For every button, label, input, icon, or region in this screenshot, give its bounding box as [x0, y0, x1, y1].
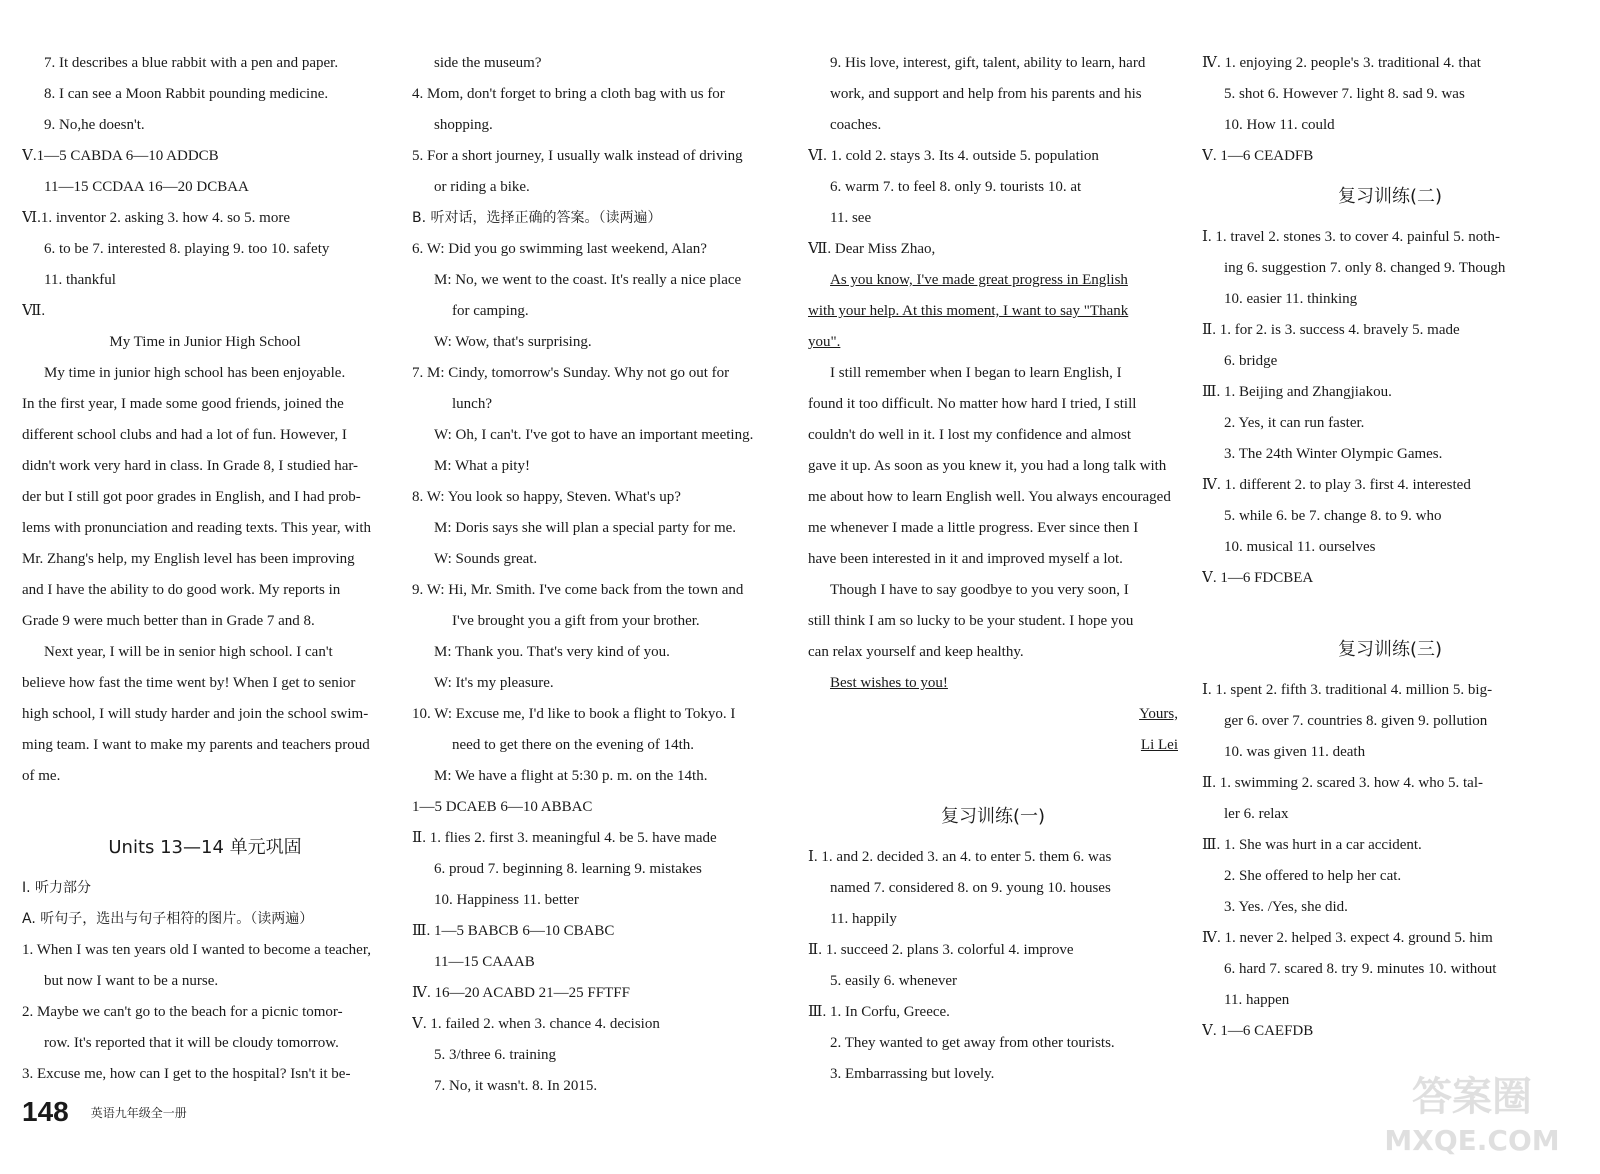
text-line: 11. thankful: [44, 272, 116, 288]
text-line: A. 听句子，选出与句子相符的图片。（读两遍）: [22, 911, 314, 927]
text-line: Ⅲ. 1. She was hurt in a car accident.: [1202, 837, 1422, 853]
text-line: 1—5 DCAEB 6—10 ABBAC: [412, 799, 593, 815]
watermark-logo: [1372, 1062, 1572, 1162]
text-line: 2. She offered to help her cat.: [1224, 868, 1402, 884]
text-line: 8. I can see a Moon Rabbit pounding medicine.: [44, 86, 329, 102]
text-line: believe how fast the time went by! When I get to senior: [22, 675, 356, 691]
text-line: 11—15 CCDAA 16—20 DCBAA: [44, 179, 249, 195]
text-line: In the first year, I made some good friends, joined the: [22, 396, 344, 412]
text-line: 10. Happiness 11. better: [434, 892, 579, 908]
text-line: Ⅰ. 1. spent 2. fifth 3. traditional 4. million 5. big-: [1202, 682, 1493, 698]
text-line: Best wishes to you!: [830, 675, 948, 691]
text-line: 7. It describes a blue rabbit with a pen and paper.: [44, 55, 339, 71]
text-line: Ⅱ. 1. succeed 2. plans 3. colorful 4. improve: [808, 942, 1074, 958]
text-line: 10. W: Excuse me, I'd like to book a flight to Tokyo. I: [412, 706, 736, 722]
text-line: 5. shot 6. However 7. light 8. sad 9. was: [1224, 86, 1465, 102]
text-line: M: What a pity!: [434, 458, 530, 474]
text-line: Ⅳ. 1. enjoying 2. people's 3. traditional 4. that: [1202, 55, 1481, 71]
text-line: M: No, we went to the coast. It's really a nice place: [434, 272, 742, 288]
text-line: 5. For a short journey, I usually walk instead of driving: [412, 148, 743, 164]
text-line: Mr. Zhang's help, my English level has been improving: [22, 551, 355, 567]
text-line: me whenever I made a little progress. Ever since then I: [808, 520, 1139, 536]
text-line: My time in junior high school has been enjoyable.: [44, 365, 346, 381]
text-line: My Time in Junior High School: [109, 334, 301, 350]
text-line: still think I am so lucky to be your student. I hope you: [808, 613, 1134, 629]
text-line: Ⅴ. 1. failed 2. when 3. chance 4. decision: [412, 1016, 660, 1032]
text-line: Ⅵ.1. inventor 2. asking 3. how 4. so 5. more: [22, 210, 290, 226]
page-footer: [22, 1096, 187, 1128]
text-line: Yours,: [1139, 706, 1178, 722]
text-line: W: Wow, that's surprising.: [434, 334, 592, 350]
column-3: [808, 48, 1178, 1090]
column-2: [412, 48, 784, 1102]
text-line: of me.: [22, 768, 61, 784]
text-line: Grade 9 were much better than in Grade 7 and 8.: [22, 613, 315, 629]
section-heading: 复习训练(三): [1337, 639, 1443, 660]
text-line: Ⅲ. 1. Beijing and Zhangjiakou.: [1202, 384, 1392, 400]
watermark-bottom: MXQE.COM: [1384, 1124, 1560, 1157]
text-line: 6. W: Did you go swimming last weekend, Alan?: [412, 241, 707, 257]
text-line: high school, I will study harder and join the school swim-: [22, 706, 369, 722]
text-line: 10. How 11. could: [1224, 117, 1335, 133]
text-line: Ⅲ. 1. In Corfu, Greece.: [808, 1004, 950, 1020]
text-line: Ⅱ. 1. swimming 2. scared 3. how 4. who 5. tal-: [1202, 775, 1483, 791]
text-line: 3. The 24th Winter Olympic Games.: [1224, 446, 1443, 462]
text-line: but now I want to be a nurse.: [44, 973, 219, 989]
text-line: der but I still got poor grades in English, and I had prob-: [22, 489, 361, 505]
text-line: 2. Yes, it can run faster.: [1224, 415, 1365, 431]
text-line: Ⅴ.1—5 CABDA 6—10 ADDCB: [22, 148, 219, 164]
watermark-top: 答案圈: [1412, 1074, 1532, 1120]
text-line: W: It's my pleasure.: [434, 675, 554, 691]
text-line: 2. They wanted to get away from other tourists.: [830, 1035, 1115, 1051]
text-line: 9. W: Hi, Mr. Smith. I've come back from the town and: [412, 582, 744, 598]
text-line: 4. Mom, don't forget to bring a cloth bag with us for: [412, 86, 725, 102]
text-line: side the museum?: [434, 55, 542, 71]
text-line: 5. easily 6. whenever: [830, 973, 958, 989]
text-line: Ⅰ. 听力部分: [22, 880, 92, 896]
text-line: W: Oh, I can't. I've got to have an important meeting.: [434, 427, 754, 443]
text-line: 10. was given 11. death: [1224, 744, 1366, 760]
text-line: Ⅶ.: [22, 303, 46, 319]
text-line: 1. When I was ten years old I wanted to become a teacher,: [22, 942, 371, 958]
text-line: Though I have to say goodbye to you very soon, I: [830, 582, 1129, 598]
section-heading: 复习训练(一): [940, 806, 1046, 827]
text-line: you".: [808, 334, 841, 350]
text-line: 6. to be 7. interested 8. playing 9. too 10. safety: [44, 241, 330, 257]
text-line: 3. Embarrassing but lovely.: [830, 1066, 995, 1082]
text-line: M: Doris says she will plan a special party for me.: [434, 520, 737, 536]
text-line: couldn't do well in it. I lost my confidence and almost: [808, 427, 1132, 443]
text-line: Ⅳ. 16—20 ACABD 21—25 FFTFF: [412, 985, 630, 1001]
text-line: As you know, I've made great progress in English: [830, 272, 1128, 288]
text-line: ger 6. over 7. countries 8. given 9. pollution: [1224, 713, 1488, 729]
text-line: Ⅱ. 1. flies 2. first 3. meaningful 4. be 5. have made: [412, 830, 717, 846]
text-line: [22, 792, 388, 823]
text-line: can relax yourself and keep healthy.: [808, 644, 1024, 660]
text-line: found it too difficult. No matter how hard I tried, I still: [808, 396, 1137, 412]
text-line: lems with pronunciation and reading texts. This year, with: [22, 520, 372, 536]
text-line: named 7. considered 8. on 9. young 10. houses: [830, 880, 1111, 896]
text-line: I still remember when I began to learn English, I: [830, 365, 1122, 381]
text-line: [808, 761, 1178, 792]
text-line: lunch?: [452, 396, 492, 412]
column-4: [1202, 48, 1578, 1047]
text-line: with your help. At this moment, I want to say "Thank: [808, 303, 1129, 319]
text-line: 5. 3/three 6. training: [434, 1047, 557, 1063]
text-line: gave it up. As soon as you knew it, you had a long talk with: [808, 458, 1167, 474]
text-line: Ⅲ. 1—5 BABCB 6—10 CBABC: [412, 923, 615, 939]
text-line: for camping.: [452, 303, 529, 319]
text-line: Ⅴ. 1—6 CEADFB: [1202, 148, 1314, 164]
text-line: me about how to learn English well. You always encouraged: [808, 489, 1171, 505]
text-line: I've brought you a gift from your brother.: [452, 613, 700, 629]
text-line: Ⅳ. 1. never 2. helped 3. expect 4. ground 5. him: [1202, 930, 1493, 946]
text-line: ler 6. relax: [1224, 806, 1289, 822]
text-line: work, and support and help from his parents and his: [830, 86, 1142, 102]
text-line: 11—15 CAAAB: [434, 954, 535, 970]
text-line: Ⅰ. 1. and 2. decided 3. an 4. to enter 5. them 6. was: [808, 849, 1112, 865]
text-line: Next year, I will be in senior high school. I can't: [44, 644, 333, 660]
text-line: or riding a bike.: [434, 179, 530, 195]
text-line: 11. happen: [1224, 992, 1290, 1008]
text-line: Ⅴ. 1—6 CAEFDB: [1202, 1023, 1314, 1039]
book-title: 英语九年级全一册: [90, 1105, 187, 1120]
text-line: 6. bridge: [1224, 353, 1278, 369]
text-line: 10. musical 11. ourselves: [1224, 539, 1376, 555]
text-line: coaches.: [830, 117, 882, 133]
text-line: W: Sounds great.: [434, 551, 538, 567]
text-line: 7. M: Cindy, tomorrow's Sunday. Why not go out for: [412, 365, 730, 381]
text-line: 9. No,he doesn't.: [44, 117, 145, 133]
text-line: M: Thank you. That's very kind of you.: [434, 644, 670, 660]
text-line: and I have the ability to do good work. My reports in: [22, 582, 341, 598]
text-line: Ⅳ. 1. different 2. to play 3. first 4. interested: [1202, 477, 1471, 493]
text-line: 9. His love, interest, gift, talent, ability to learn, hard: [830, 55, 1146, 71]
text-line: 5. while 6. be 7. change 8. to 9. who: [1224, 508, 1442, 524]
section-heading: 复习训练(二): [1337, 186, 1443, 207]
text-line: Ⅴ. 1—6 FDCBEA: [1202, 570, 1314, 586]
text-line: Ⅰ. 1. travel 2. stones 3. to cover 4. painful 5. noth-: [1202, 229, 1500, 245]
text-line: Ⅱ. 1. for 2. is 3. success 4. bravely 5. made: [1202, 322, 1460, 338]
text-line: M: We have a flight at 5:30 p. m. on the 14th.: [434, 768, 708, 784]
text-line: row. It's reported that it will be cloudy tomorrow.: [44, 1035, 339, 1051]
text-line: Ⅶ. Dear Miss Zhao,: [808, 241, 936, 257]
text-line: [1202, 594, 1578, 625]
text-line: Li Lei: [1140, 737, 1178, 753]
text-line: have been interested in it and improved myself a lot.: [808, 551, 1123, 567]
text-line: ming team. I want to make my parents and teachers proud: [22, 737, 370, 753]
column-1: [22, 48, 388, 1090]
text-line: different school clubs and had a lot of fun. However, I: [22, 427, 347, 443]
text-line: 3. Excuse me, how can I get to the hospital? Isn't it be-: [22, 1066, 351, 1082]
text-line: 7. No, it wasn't. 8. In 2015.: [434, 1078, 598, 1094]
text-line: shopping.: [434, 117, 493, 133]
text-line: 11. happily: [830, 911, 897, 927]
text-line: Ⅵ. 1. cold 2. stays 3. Its 4. outside 5. population: [808, 148, 1099, 164]
text-line: 8. W: You look so happy, Steven. What's up?: [412, 489, 681, 505]
text-line: ing 6. suggestion 7. only 8. changed 9. Though: [1224, 260, 1506, 276]
text-line: 6. proud 7. beginning 8. learning 9. mistakes: [434, 861, 702, 877]
text-line: 6. hard 7. scared 8. try 9. minutes 10. without: [1224, 961, 1497, 977]
text-line: 2. Maybe we can't go to the beach for a picnic tomor-: [22, 1004, 343, 1020]
page-number: 148: [22, 1096, 69, 1127]
text-line: 6. warm 7. to feel 8. only 9. tourists 10. at: [830, 179, 1082, 195]
section-heading: Units 13—14 单元巩固: [108, 837, 302, 858]
text-line: need to get there on the evening of 14th.: [452, 737, 695, 753]
text-line: 3. Yes. /Yes, she did.: [1224, 899, 1348, 915]
text-line: 10. easier 11. thinking: [1224, 291, 1358, 307]
text-line: B. 听对话，选择正确的答案。（读两遍）: [412, 210, 662, 226]
text-line: 11. see: [830, 210, 872, 226]
text-line: didn't work very hard in class. In Grade 8, I studied har-: [22, 458, 359, 474]
